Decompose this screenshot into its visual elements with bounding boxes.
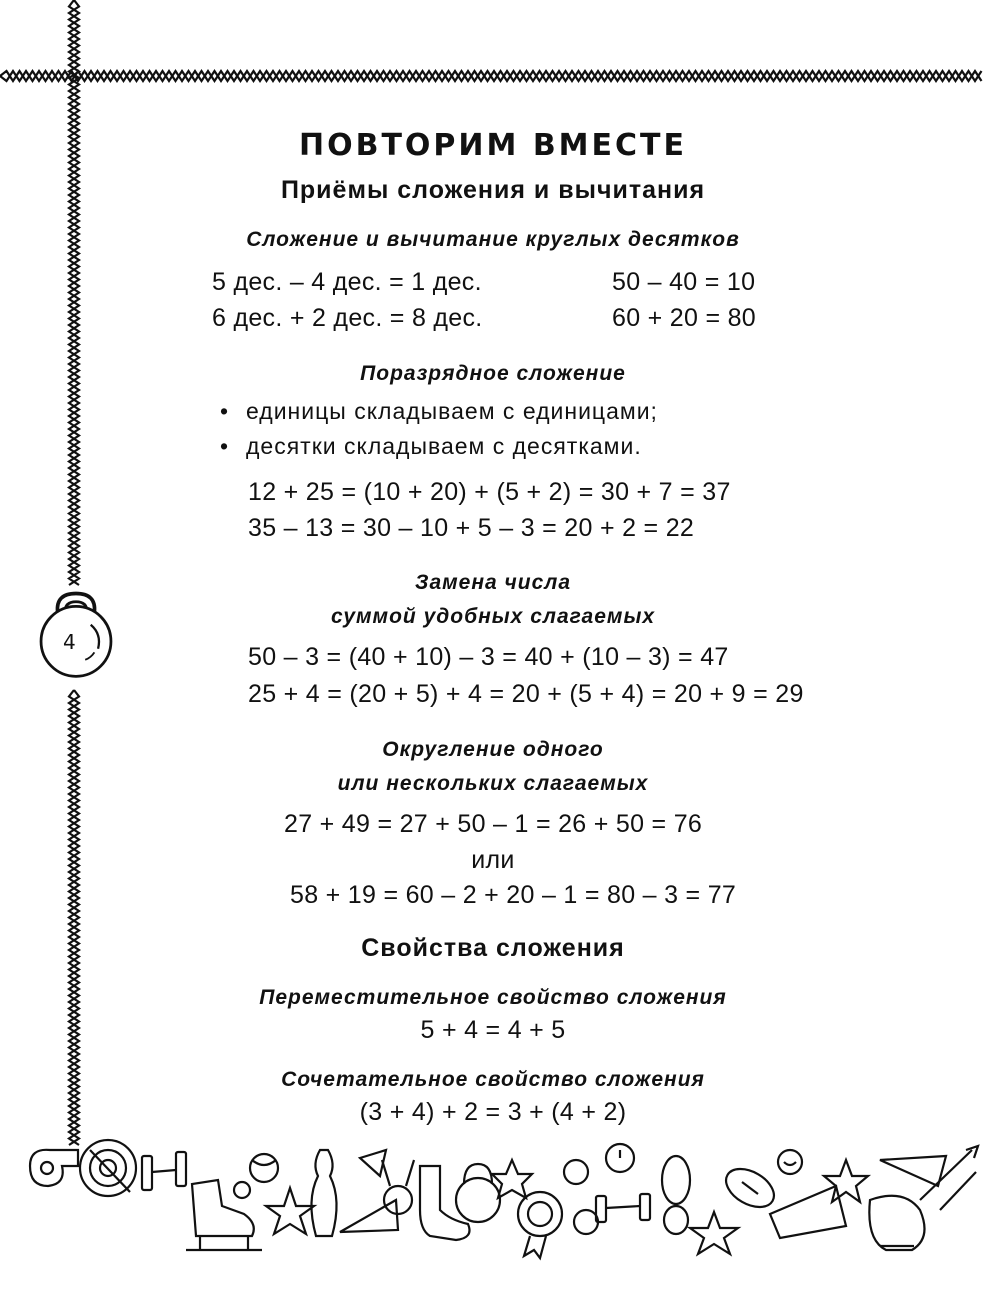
target-icon xyxy=(80,1140,136,1196)
star-icon xyxy=(824,1160,868,1202)
subheading-rounding-1: Округление одного xyxy=(382,738,604,761)
replace-example-1: 50 – 3 = (40 + 10) – 3 = 40 + (10 – 3) = 47 xyxy=(248,643,729,671)
bowling-pin-icon xyxy=(311,1150,336,1236)
kettlebell-icon xyxy=(456,1164,500,1222)
page-title: ПОВТОРИМ ВМЕСТЕ xyxy=(298,128,688,163)
commutative-example: 5 + 4 = 4 + 5 xyxy=(420,1016,566,1044)
rounding-or: или xyxy=(471,846,515,874)
darts-icon xyxy=(880,1146,978,1210)
ball-icon xyxy=(564,1160,598,1234)
rounding-example-1: 27 + 49 = 27 + 50 – 1 = 26 + 50 = 76 xyxy=(284,810,703,838)
digit-example-2: 35 – 13 = 30 – 10 + 5 – 3 = 20 + 2 = 22 xyxy=(248,514,695,542)
round-tens-line-2: 6 дес. + 2 дес. = 8 дес. xyxy=(212,304,483,332)
section-heading-techniques: Приёмы сложения и вычитания xyxy=(280,176,706,204)
section-heading-properties: Свойства сложения xyxy=(361,934,625,962)
star-icon xyxy=(266,1188,314,1234)
replace-example-2: 25 + 4 = (20 + 5) + 4 = 20 + (5 + 4) = 20 + 9 = 29 xyxy=(248,680,804,708)
rosette-icon xyxy=(518,1192,562,1258)
subheading-replace-number-1: Замена числа xyxy=(414,571,572,594)
associative-example: (3 + 4) + 2 = 3 + (4 + 2) xyxy=(359,1098,627,1126)
subheading-rounding-2: или нескольких слагаемых xyxy=(337,772,649,795)
page-number: 4 xyxy=(63,630,76,654)
stopwatch-icon xyxy=(606,1144,634,1172)
boxing-glove-icon xyxy=(869,1196,924,1250)
round-tens-result-2: 60 + 20 = 80 xyxy=(612,304,757,332)
star-icon xyxy=(690,1212,738,1254)
goggles-icon xyxy=(662,1156,690,1234)
round-tens-result-1: 50 – 40 = 10 xyxy=(612,268,756,296)
shuttlecock-icon xyxy=(340,1150,398,1232)
subheading-associative: Сочетательное свойство сложения xyxy=(281,1068,705,1091)
bullet-units: • единицы складываем с единицами; xyxy=(246,398,658,425)
rounding-example-2: 58 + 19 = 60 – 2 + 20 – 1 = 80 – 3 = 77 xyxy=(290,881,737,909)
round-tens-line-1: 5 дес. – 4 дес. = 1 дес. xyxy=(212,268,482,296)
subheading-round-tens: Сложение и вычитание круглых десятков xyxy=(246,228,740,251)
bullet-tens: • десятки складываем с десятками. xyxy=(246,433,642,460)
ball-icon xyxy=(234,1154,278,1198)
dumbbell-icon xyxy=(596,1194,650,1222)
sock-icon xyxy=(420,1166,470,1240)
subheading-commutative: Переместительное свойство сложения xyxy=(259,986,727,1009)
rugby-ball-icon xyxy=(719,1161,780,1215)
dumbbell-icon xyxy=(142,1152,186,1190)
subheading-replace-number-2: суммой удобных слагаемых xyxy=(330,605,656,628)
digit-example-1: 12 + 25 = (10 + 20) + (5 + 2) = 30 + 7 = 37 xyxy=(248,478,731,506)
subheading-digit-addition: Поразрядное сложение xyxy=(360,362,626,385)
whistle-icon xyxy=(30,1150,78,1186)
